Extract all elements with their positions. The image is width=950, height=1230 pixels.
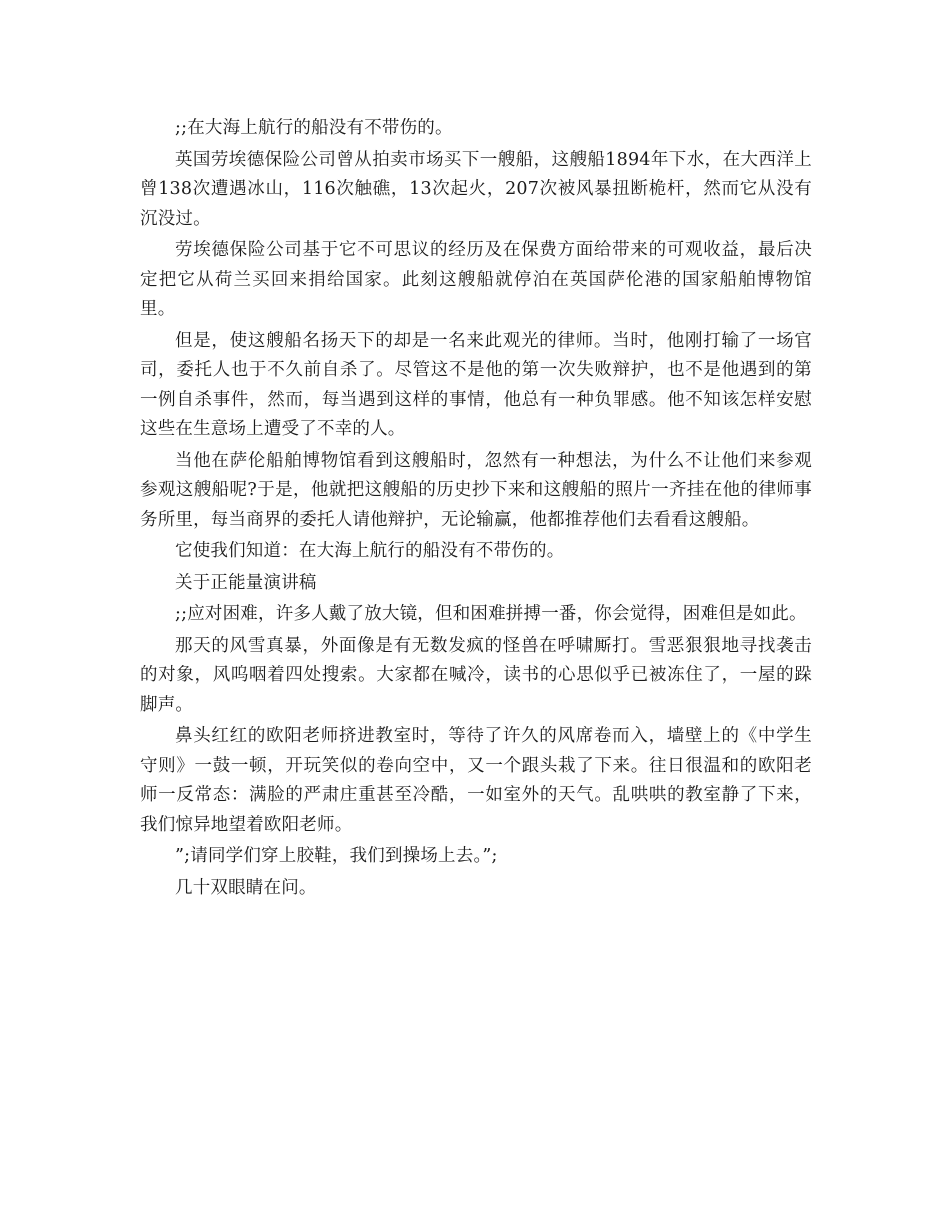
paragraph-storm: 那天的风雪真暴，外面像是有无数发疯的怪兽在呼啸厮打。雪恶狠狠地寻找袭击的对象，风呜咽着四处搜索。大家都在喊冷，读书的心思似乎已被冻住了，一屋的跺脚声。	[140, 635, 812, 715]
paragraph-lloyds-ship: 英国劳埃德保险公司曾从拍卖市场买下一艘船，这艘船1894年下水，在大西洋上曾138次遭遇冰山，116次触礁，13次起火，207次被风暴扭断桅杆，然而它从没有沉没过。	[140, 149, 812, 229]
paragraph-eyes: 几十双眼睛在问。	[175, 877, 317, 898]
paragraph-intro-line: ;;在大海上航行的船没有不带伤的。	[175, 118, 453, 138]
document-body	[140, 114, 812, 905]
paragraph-lawyer-idea: 当他在萨伦船舶博物馆看到这艘船时，忽然有一种想法，为什么不让他们来参观参观这艘船呢?于是，他就把这艘船的历史抄下来和这艘船的照片一齐挂在他的律师事务所里，每当商界的委托人请他辩护，无论输赢，他都推荐他们去看看这艘船。	[140, 450, 812, 530]
paragraph-moral: 它使我们知道：在大海上航行的船没有不带伤的。	[175, 541, 565, 561]
paragraph-ship-museum: 劳埃德保险公司基于它不可思议的经历及在保费方面给带来的可观收益，最后决定把它从荷兰买回来捐给国家。此刻这艘船就停泊在英国萨伦港的国家船舶博物馆里。	[140, 240, 812, 319]
paragraph-quote: ”;请同学们穿上胶鞋，我们到操场上去。”;	[175, 846, 498, 866]
paragraph-teacher: 鼻头红红的欧阳老师挤进教室时，等待了许久的风席卷而入，墙壁上的《中学生守则》一鼓一顿，开玩笑似的卷向空中，又一个跟头栽了下来。往日很温和的欧阳老师一反常态：满脸的严肃庄重甚至冷酷，一如室外的天气。乱哄哄的教室静了下来，我们惊异地望着欧阳老师。	[140, 726, 812, 835]
paragraph-difficulty: ;;应对困难，许多人戴了放大镜，但和困难拼搏一番，你会觉得，困难但是如此。	[175, 604, 807, 624]
section-heading: 关于正能量演讲稿	[175, 572, 317, 593]
paragraph-lawyer: 但是，使这艘船名扬天下的却是一名来此观光的律师。当时，他刚打输了一场官司，委托人也于不久前自杀了。尽管这不是他的第一次失败辩护，也不是他遇到的第一例自杀事件，然而，每当遇到这样的事情，他总有一种负罪感。他不知该怎样安慰这些在生意场上遭受了不幸的人。	[140, 330, 812, 439]
